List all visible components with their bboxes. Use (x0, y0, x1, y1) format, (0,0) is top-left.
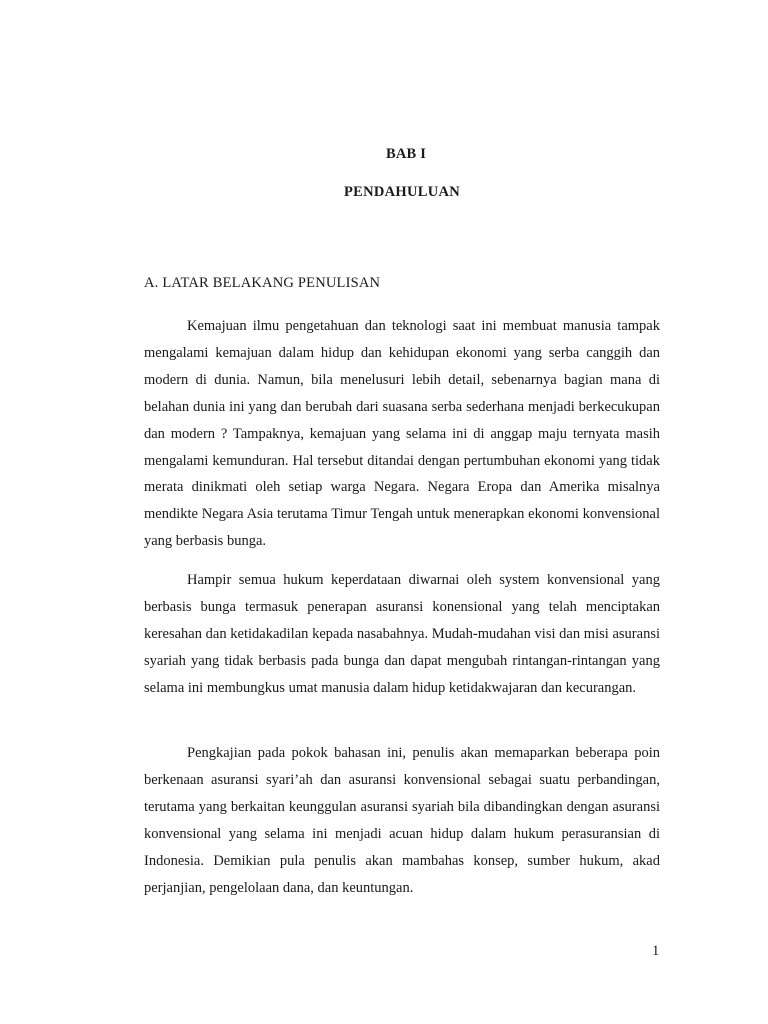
section-heading: A. LATAR BELAKANG PENULISAN (144, 275, 381, 291)
paragraph-3: Pengkajian pada pokok bahasan ini, penulis akan memaparkan beberapa poin berkenaan asuransi syari’ah dan asuransi konvensional sebagai suatu perbandingan, terutama yang berkaitan keunggulan asuransi syariah bila dibandingkan dengan asuransi konvensional yang selama ini menjadi acuan hidup dalam hukum perasuransian di Indonesia. Demikian pula penulis akan mambahas konsep, sumber hukum, akad perjanjian, pengelolaan dana, dan keuntungan. (144, 745, 660, 896)
paragraph-2: Hampir semua hukum keperdataan diwarnai oleh system konvensional yang berbasis bunga termasuk penerapan asuransi konensional yang telah menciptakan keresahan dan ketidakadilan kepada nasabahnya. Mudah-mudahan visi dan misi asuransi syariah yang tidak berbasis pada bunga dan dapat mengubah rintangan-rintangan yang selama ini membungkus umat manusia dalam hidup ketidakwajaran dan kecurangan. (144, 572, 660, 696)
chapter-number: BAB I (385, 146, 427, 162)
paragraph-1: Kemajuan ilmu pengetahuan dan teknologi saat ini membuat manusia tampak mengalami kemajuan dalam hidup dan kehidupan ekonomi yang serba canggih dan modern di dunia. Namun, bila menelusuri lebih detail, sebenarnya bagian mana di belahan dunia ini yang dan berubah dari suasana serba sederhana menjadi berkecukupan dan modern ? Tampaknya, kemajuan yang selama ini di anggap maju ternyata masih mengalami kemunduran. Hal tersebut ditandai dengan pertumbuhan ekonomi yang tidak merata dinikmati oleh setiap warga Negara. Negara Eropa dan Amerika misalnya mendikte Negara Asia terutama Timur Tengah untuk menerapkan ekonomi konvensional yang berbasis bunga. (144, 318, 660, 550)
chapter-title: PENDAHULUAN (343, 184, 461, 200)
page-number: 1 (652, 943, 660, 959)
